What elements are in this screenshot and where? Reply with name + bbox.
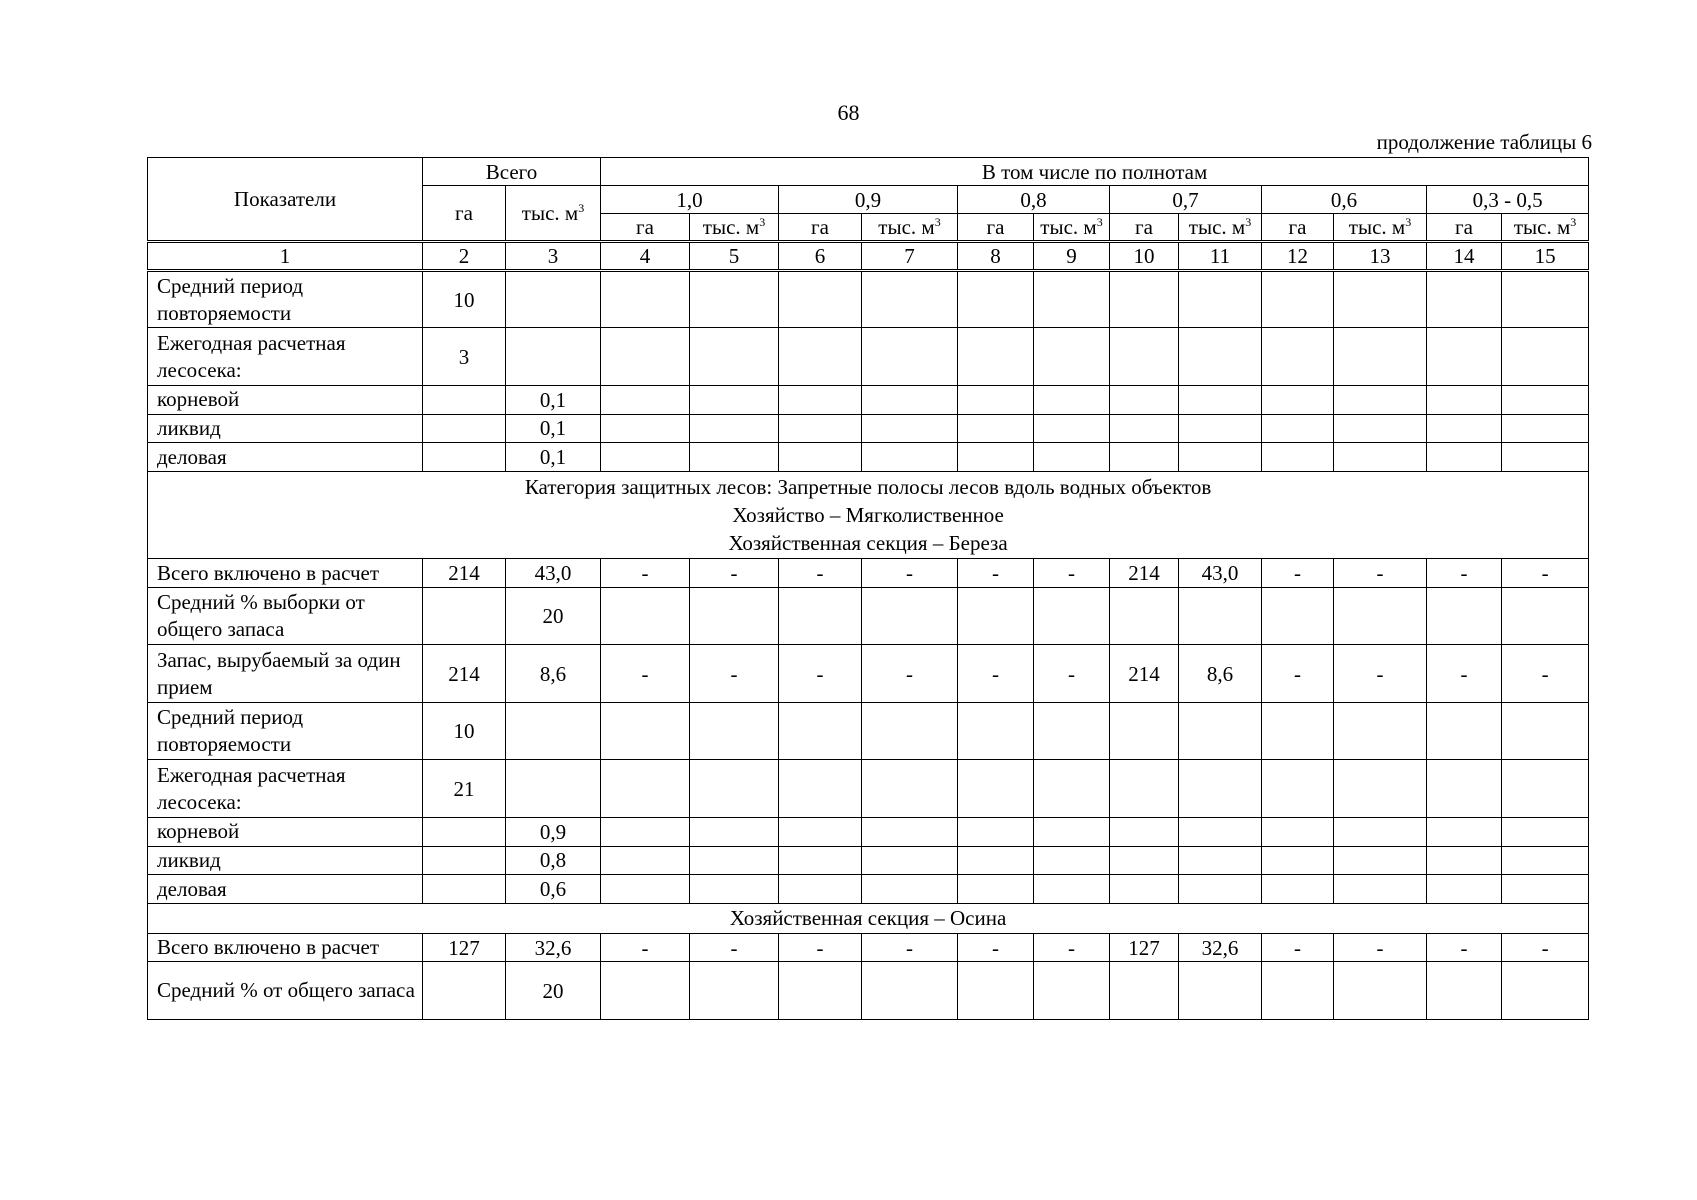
table-cell [1502, 846, 1589, 875]
section-title-line: Хозяйство – Мягколиственное [732, 503, 1004, 528]
table-cell [958, 962, 1034, 1020]
table-cell [1334, 443, 1427, 472]
section-title [148, 903, 1589, 933]
table-cell [958, 875, 1034, 904]
table-cell [1179, 587, 1262, 644]
table-cell [958, 385, 1034, 414]
table-row [148, 760, 1589, 817]
header-indicators: Показатели [148, 158, 423, 242]
table-cell [506, 702, 601, 759]
section-header-row [148, 903, 1589, 933]
table-cell [506, 328, 601, 385]
row-label: Средний % выборки от общего запаса [148, 587, 423, 644]
table-cell [1334, 846, 1427, 875]
header-unit-ha: га [601, 214, 690, 242]
header-unit-volume: тыс. $м^3$ [1502, 214, 1589, 242]
table-cell [690, 817, 779, 846]
table-row [148, 443, 1589, 472]
table-cell [1110, 760, 1179, 817]
table-cell: - [1334, 645, 1427, 702]
table-cell [601, 702, 690, 759]
table-cell: - [1262, 559, 1334, 588]
header-unit-volume: тыс. $м^3$ [690, 214, 779, 242]
row-label: Запас, вырубаемый за один прием [148, 645, 423, 702]
table-cell [1334, 385, 1427, 414]
table-cell: 10 [423, 271, 506, 328]
table-cell [1179, 760, 1262, 817]
table-cell [1110, 962, 1179, 1020]
table-cell: 32,6 [506, 933, 601, 962]
table-cell [1427, 587, 1502, 644]
table-cell [1179, 385, 1262, 414]
table-cell [958, 414, 1034, 443]
table-cell [779, 414, 862, 443]
table-row [148, 328, 1589, 385]
table-cell: 8,6 [1179, 645, 1262, 702]
table-cell [862, 760, 958, 817]
table-row [148, 414, 1589, 443]
table-row [148, 645, 1589, 702]
table-cell [779, 962, 862, 1020]
table-cell [1334, 271, 1427, 328]
table-cell [1179, 443, 1262, 472]
header-unit-volume: тыс. $м^3$ [1179, 214, 1262, 242]
table-cell: - [1334, 933, 1427, 962]
table-cell: - [1427, 933, 1502, 962]
table-cell [862, 443, 958, 472]
table-row [148, 933, 1589, 962]
table-cell: - [690, 559, 779, 588]
table-cell [423, 443, 506, 472]
table-cell: - [1502, 559, 1589, 588]
header-unit-ha: га [1110, 214, 1179, 242]
table-row [148, 385, 1589, 414]
table-cell [601, 875, 690, 904]
table-row [148, 962, 1589, 1020]
table-cell: 214 [423, 645, 506, 702]
table-row [148, 587, 1589, 644]
row-label: ликвид [148, 414, 423, 443]
table-cell [423, 385, 506, 414]
table-cell: - [1427, 559, 1502, 588]
table-cell [862, 875, 958, 904]
table-cell [506, 760, 601, 817]
header-unit-ha: га [1427, 214, 1502, 242]
table-cell [1110, 587, 1179, 644]
table-cell [1034, 760, 1110, 817]
table-cell [601, 817, 690, 846]
header-unit-volume: тыс. $м^3$ [1034, 214, 1110, 242]
table-cell [862, 328, 958, 385]
table-cell: - [862, 933, 958, 962]
table-cell [958, 817, 1034, 846]
table-cell: - [779, 645, 862, 702]
table-cell [1334, 962, 1427, 1020]
column-number: 11 [1179, 242, 1262, 271]
table-cell [958, 328, 1034, 385]
table-cell: - [601, 645, 690, 702]
header-density-0: 1,0 [601, 186, 779, 214]
table-cell: - [1502, 645, 1589, 702]
table-cell: 20 [506, 962, 601, 1020]
column-number: 14 [1427, 242, 1502, 271]
section-header-row [148, 472, 1589, 559]
table-cell [1034, 702, 1110, 759]
table-cell [1502, 385, 1589, 414]
table-cell [1262, 587, 1334, 644]
table-row [148, 559, 1589, 588]
table-cell [779, 846, 862, 875]
column-number: 2 [423, 242, 506, 271]
table-cell [862, 702, 958, 759]
table-cell [1034, 962, 1110, 1020]
table-cell [1110, 414, 1179, 443]
table-cell [690, 328, 779, 385]
table-cell [1262, 385, 1334, 414]
table-cell [1427, 875, 1502, 904]
table-cell [862, 962, 958, 1020]
header-unit-ha: га [779, 214, 862, 242]
table-row [148, 817, 1589, 846]
row-label: корневой [148, 385, 423, 414]
table-cell [690, 702, 779, 759]
table-cell [690, 385, 779, 414]
table-cell [779, 443, 862, 472]
table-cell [690, 875, 779, 904]
row-label: Всего включено в расчет [148, 559, 423, 588]
table-cell [423, 414, 506, 443]
table-cell: 0,9 [506, 817, 601, 846]
table-cell [1334, 328, 1427, 385]
table-cell: - [1262, 645, 1334, 702]
table-cell: - [1262, 933, 1334, 962]
header-density-4: 0,6 [1262, 186, 1427, 214]
table-cell [1334, 760, 1427, 817]
table-cell [690, 414, 779, 443]
table-cell [1262, 443, 1334, 472]
table-cell [779, 271, 862, 328]
table-cell [423, 817, 506, 846]
table-cell: - [601, 933, 690, 962]
column-number: 4 [601, 242, 690, 271]
table-cell [601, 385, 690, 414]
table-cell [601, 443, 690, 472]
column-number: 3 [506, 242, 601, 271]
table-cell [601, 271, 690, 328]
table-cell [1502, 760, 1589, 817]
table-cell [1034, 385, 1110, 414]
header-total-ha: га [423, 186, 506, 242]
row-label: Ежегодная расчетная лесосека: [148, 328, 423, 385]
header-unit-ha: га [1262, 214, 1334, 242]
table-cell [1034, 587, 1110, 644]
column-number: 9 [1034, 242, 1110, 271]
table-cell [1179, 875, 1262, 904]
table-cell: - [958, 559, 1034, 588]
table-cell: - [958, 645, 1034, 702]
table-cell [862, 846, 958, 875]
table-cell [601, 846, 690, 875]
table-cell: 127 [1110, 933, 1179, 962]
header-total: Всего [423, 158, 601, 186]
table-cell [1334, 414, 1427, 443]
table-cell [1262, 760, 1334, 817]
header-unit-volume: тыс. $м^3$ [1334, 214, 1427, 242]
row-label: деловая [148, 875, 423, 904]
table-cell [1179, 702, 1262, 759]
table-cell [601, 414, 690, 443]
table-cell [779, 702, 862, 759]
table-cell: - [601, 559, 690, 588]
table-cell [1427, 271, 1502, 328]
table-cell [1110, 328, 1179, 385]
table-cell [862, 817, 958, 846]
column-number: 10 [1110, 242, 1179, 271]
header-by-density: В том числе по полнотам [601, 158, 1589, 186]
table-cell: - [690, 933, 779, 962]
column-number: 5 [690, 242, 779, 271]
table-cell: 214 [423, 559, 506, 588]
row-label: Средний % от общего запаса [148, 962, 423, 1020]
table-cell [1427, 414, 1502, 443]
table-cell: 214 [1110, 559, 1179, 588]
table-cell [1179, 328, 1262, 385]
table-cell [690, 443, 779, 472]
table-cell [958, 587, 1034, 644]
table-cell [1179, 817, 1262, 846]
table-cell [1427, 702, 1502, 759]
table-cell [601, 587, 690, 644]
header-total-volume: тыс. $м^3$ [506, 186, 601, 242]
table-cell [779, 328, 862, 385]
table-cell [958, 443, 1034, 472]
table-cell [423, 875, 506, 904]
table-cell [1034, 875, 1110, 904]
table-cell [1334, 587, 1427, 644]
table-cell [1110, 875, 1179, 904]
table-cell [1427, 962, 1502, 1020]
table-cell: - [779, 933, 862, 962]
table-cell [690, 587, 779, 644]
header-density-2: 0,8 [958, 186, 1110, 214]
table-cell: 214 [1110, 645, 1179, 702]
table-cell [1034, 846, 1110, 875]
table-cell [1262, 962, 1334, 1020]
table-cell: 0,1 [506, 414, 601, 443]
table-cell [779, 385, 862, 414]
table-cell [1427, 846, 1502, 875]
table-cell: 3 [423, 328, 506, 385]
table-cell [1502, 875, 1589, 904]
table-cell [690, 846, 779, 875]
table-cell [1110, 846, 1179, 875]
table-cell [1427, 328, 1502, 385]
table-cell [779, 817, 862, 846]
table-cell [958, 702, 1034, 759]
header-unit-ha: га [958, 214, 1034, 242]
forest-table [147, 157, 1589, 1020]
table-cell: - [690, 645, 779, 702]
column-number: 12 [1262, 242, 1334, 271]
table-cell: - [1334, 559, 1427, 588]
table-cell [1179, 271, 1262, 328]
table-cell [958, 846, 1034, 875]
table-cell [1262, 875, 1334, 904]
table-cell [1179, 414, 1262, 443]
table-cell [862, 385, 958, 414]
table-cell [1262, 846, 1334, 875]
table-cell: - [1034, 933, 1110, 962]
table-cell [1427, 443, 1502, 472]
table-cell [1034, 414, 1110, 443]
column-number: 13 [1334, 242, 1427, 271]
table-cell: 32,6 [1179, 933, 1262, 962]
table-cell: 43,0 [1179, 559, 1262, 588]
column-number: 8 [958, 242, 1034, 271]
table-cell: 21 [423, 760, 506, 817]
header-density-1: 0,9 [779, 186, 958, 214]
table-cell [1502, 702, 1589, 759]
table-cell [1502, 328, 1589, 385]
table-row [148, 702, 1589, 759]
table-cell: 127 [423, 933, 506, 962]
table-cell [1502, 271, 1589, 328]
table-cell [1179, 846, 1262, 875]
table-cell [423, 587, 506, 644]
table-cell [958, 760, 1034, 817]
row-label: Средний период повторяемости [148, 702, 423, 759]
column-number: 7 [862, 242, 958, 271]
table-cell [506, 271, 601, 328]
table-cell [1110, 385, 1179, 414]
row-label: Всего включено в расчет [148, 933, 423, 962]
section-title-line: Хозяйственная секция – Береза [728, 531, 1008, 556]
table-cell [601, 962, 690, 1020]
table-cell [862, 271, 958, 328]
column-number: 1 [148, 242, 423, 271]
header-density-3: 0,7 [1110, 186, 1262, 214]
section-title-line: Хозяйственная секция – Осина [729, 906, 1007, 931]
table-cell [1502, 962, 1589, 1020]
table-cell: - [1427, 645, 1502, 702]
column-number: 15 [1502, 242, 1589, 271]
row-label: ликвид [148, 846, 423, 875]
table-cell [1262, 271, 1334, 328]
section-title [148, 472, 1589, 559]
row-label: Ежегодная расчетная лесосека: [148, 760, 423, 817]
table-cell [601, 760, 690, 817]
table-cell [1262, 414, 1334, 443]
table-cell [862, 587, 958, 644]
table-cell: - [958, 933, 1034, 962]
table-cell [1427, 817, 1502, 846]
table-cell [423, 846, 506, 875]
row-label: деловая [148, 443, 423, 472]
row-label: корневой [148, 817, 423, 846]
table-cell: - [779, 559, 862, 588]
table-cell: 0,1 [506, 385, 601, 414]
table-cell: 0,1 [506, 443, 601, 472]
table-cell: 0,6 [506, 875, 601, 904]
table-cell [1179, 962, 1262, 1020]
table-cell: 8,6 [506, 645, 601, 702]
header-unit-volume: тыс. $м^3$ [862, 214, 958, 242]
table-cell [1034, 443, 1110, 472]
table-continuation-note: продолжение таблицы 6 [1376, 130, 1592, 154]
table-cell [958, 271, 1034, 328]
table-cell: - [862, 559, 958, 588]
table-row [148, 846, 1589, 875]
table-cell [779, 587, 862, 644]
table-cell [1502, 414, 1589, 443]
table-cell [1262, 702, 1334, 759]
page-number: 68 [837, 100, 860, 125]
table-cell: - [1502, 933, 1589, 962]
table-cell: 10 [423, 702, 506, 759]
table-cell: - [1034, 559, 1110, 588]
table-cell: 43,0 [506, 559, 601, 588]
table-cell: - [1034, 645, 1110, 702]
table-cell [1334, 817, 1427, 846]
table-cell [690, 271, 779, 328]
table-cell [601, 328, 690, 385]
table-cell [1262, 328, 1334, 385]
table-cell [1034, 817, 1110, 846]
table-cell [690, 760, 779, 817]
table-cell [779, 760, 862, 817]
table-cell [1334, 875, 1427, 904]
table-cell: 20 [506, 587, 601, 644]
table-cell [690, 962, 779, 1020]
table-cell [1034, 271, 1110, 328]
table-cell [1110, 702, 1179, 759]
table-cell [1034, 328, 1110, 385]
header-density-5: 0,3 - 0,5 [1427, 186, 1589, 214]
table-cell [1502, 587, 1589, 644]
table-cell: 0,8 [506, 846, 601, 875]
table-cell [862, 414, 958, 443]
table-cell [779, 875, 862, 904]
section-title-line: Категория защитных лесов: Запретные полосы лесов вдоль водных объектов [524, 475, 1212, 500]
row-label: Средний период повторяемости [148, 271, 423, 328]
table-row [148, 271, 1589, 328]
column-number: 6 [779, 242, 862, 271]
table-cell [1262, 817, 1334, 846]
table-row [148, 875, 1589, 904]
table-cell [1427, 385, 1502, 414]
table-cell: - [862, 645, 958, 702]
table-cell [1502, 443, 1589, 472]
table-cell [1502, 817, 1589, 846]
table-cell [423, 962, 506, 1020]
table-cell [1427, 760, 1502, 817]
table-cell [1110, 443, 1179, 472]
table-cell [1334, 702, 1427, 759]
table-cell [1110, 271, 1179, 328]
table-cell [1110, 817, 1179, 846]
